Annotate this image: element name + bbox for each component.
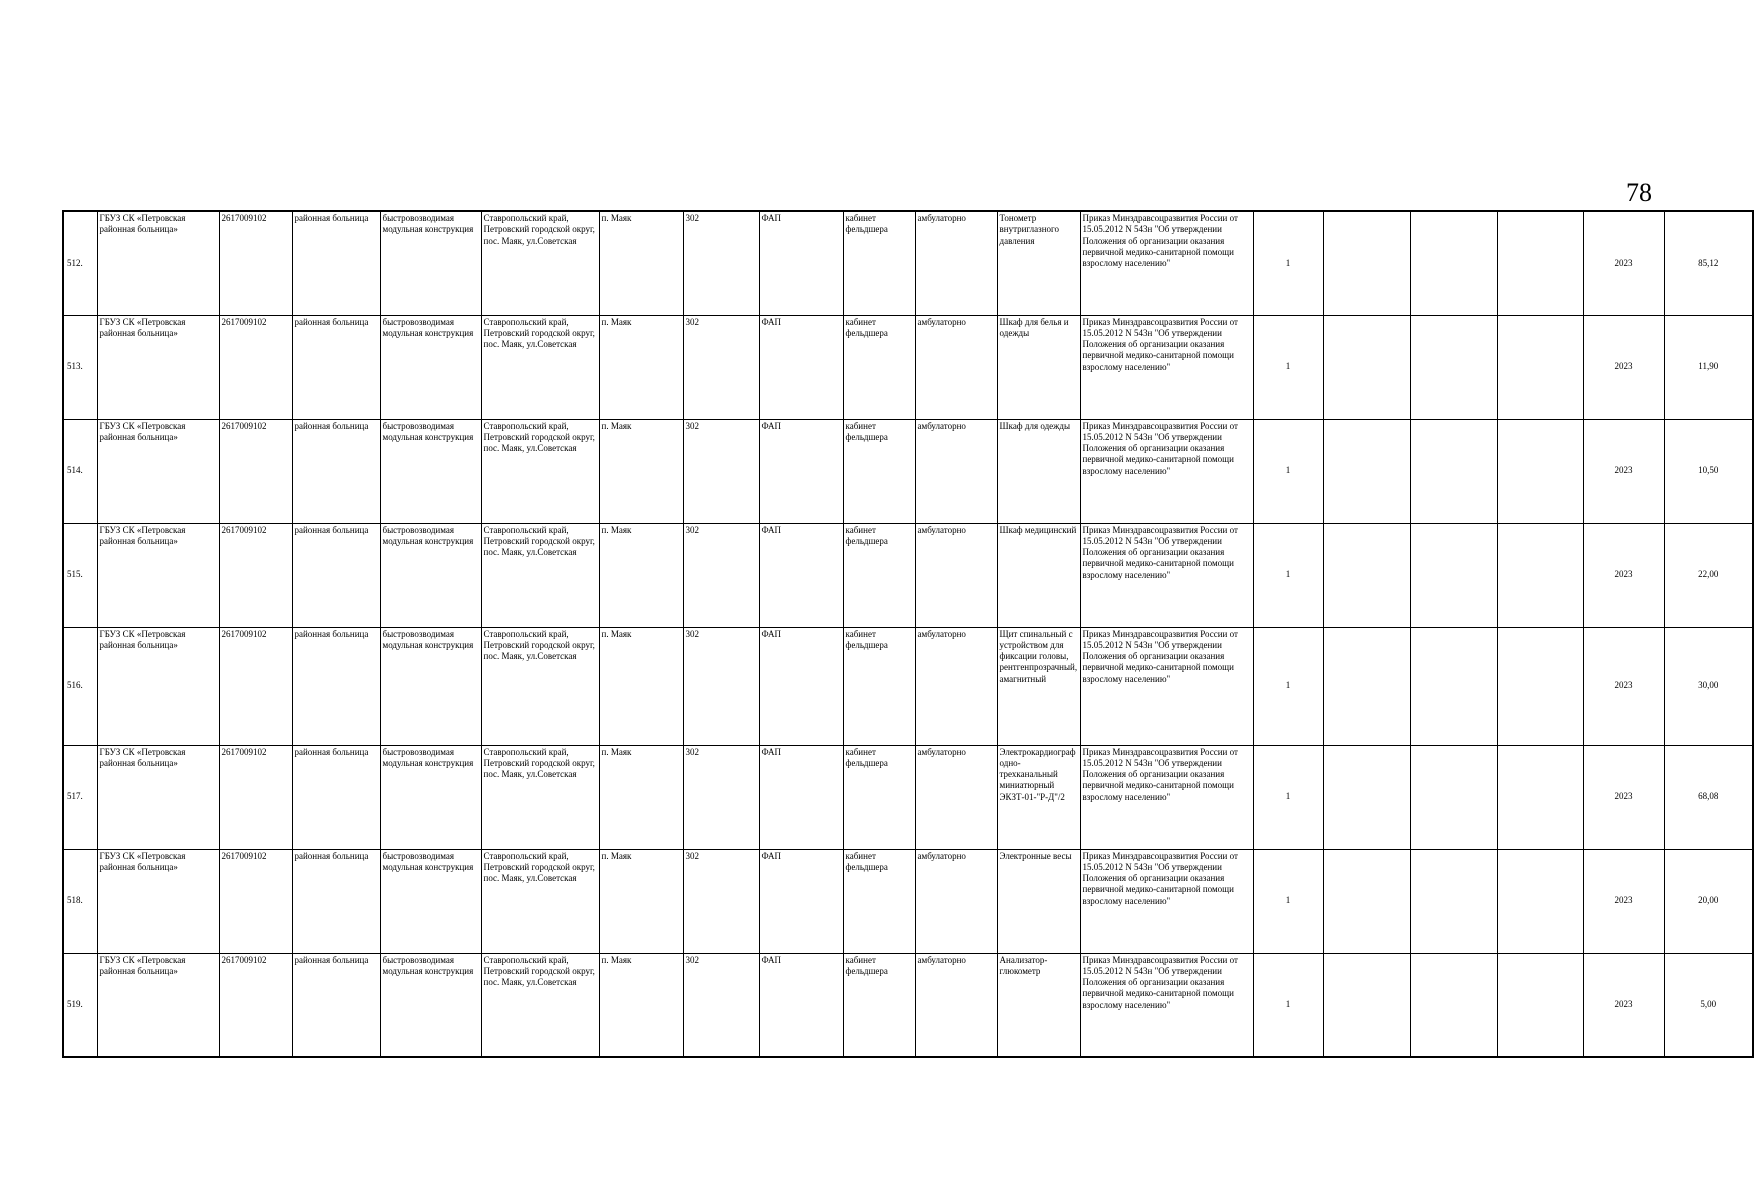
unit-cell: ФАП: [759, 315, 843, 419]
regulation-cell: Приказ Минздравсоцразвития России от 15.05.2012 N 543н "Об утверждении Положения об организации оказания первичной медико-санитарной помощи взрослому населению": [1080, 523, 1253, 627]
room-cell: кабинет фельдшера: [843, 523, 915, 627]
care-mode-cell: амбулаторно: [915, 849, 997, 953]
row-number: 517.: [63, 745, 97, 849]
room-cell: кабинет фельдшера: [843, 315, 915, 419]
equipment-name-cell: Электронные весы: [997, 849, 1080, 953]
quantity-cell: 1: [1253, 627, 1323, 745]
inn-cell: 2617009102: [219, 523, 292, 627]
cost-cell: 30,00: [1664, 627, 1753, 745]
quantity-cell: 1: [1253, 315, 1323, 419]
year-cell: 2023: [1583, 953, 1664, 1057]
settlement-cell: п. Маяк: [599, 315, 683, 419]
empty-cell-2: [1410, 953, 1497, 1057]
regulation-cell: Приказ Минздравсоцразвития России от 15.05.2012 N 543н "Об утверждении Положения об организации оказания первичной медико-санитарной помощи взрослому населению": [1080, 627, 1253, 745]
code-cell: 302: [683, 953, 759, 1057]
room-cell: кабинет фельдшера: [843, 211, 915, 315]
empty-cell-2: [1410, 419, 1497, 523]
care-mode-cell: амбулаторно: [915, 211, 997, 315]
table-row: [63, 315, 1753, 419]
empty-cell-1: [1323, 523, 1410, 627]
address-cell: Ставропольский край, Петровский городской округ, пос. Маяк, ул.Советская: [481, 523, 599, 627]
equipment-name-cell: Шкаф для одежды: [997, 419, 1080, 523]
empty-cell-2: [1410, 627, 1497, 745]
code-cell: 302: [683, 419, 759, 523]
building-type-cell: быстровозводимая модульная конструкция: [380, 211, 481, 315]
empty-cell-3: [1497, 627, 1583, 745]
year-cell: 2023: [1583, 211, 1664, 315]
table-row: [63, 849, 1753, 953]
cost-cell: 85,12: [1664, 211, 1753, 315]
code-cell: 302: [683, 211, 759, 315]
organization-cell: ГБУЗ СК «Петровская районная больница»: [97, 745, 219, 849]
row-number: 512.: [63, 211, 97, 315]
institution-type-cell: районная больница: [292, 953, 380, 1057]
row-number: 518.: [63, 849, 97, 953]
code-cell: 302: [683, 627, 759, 745]
row-number: 519.: [63, 953, 97, 1057]
equipment-name-cell: Тонометр внутриглазного давления: [997, 211, 1080, 315]
organization-cell: ГБУЗ СК «Петровская районная больница»: [97, 419, 219, 523]
building-type-cell: быстровозводимая модульная конструкция: [380, 953, 481, 1057]
cost-cell: 20,00: [1664, 849, 1753, 953]
address-cell: Ставропольский край, Петровский городской округ, пос. Маяк, ул.Советская: [481, 627, 599, 745]
year-cell: 2023: [1583, 627, 1664, 745]
institution-type-cell: районная больница: [292, 419, 380, 523]
institution-type-cell: районная больница: [292, 315, 380, 419]
cost-cell: 10,50: [1664, 419, 1753, 523]
row-number: 513.: [63, 315, 97, 419]
quantity-cell: 1: [1253, 745, 1323, 849]
table-row: [63, 627, 1753, 745]
institution-type-cell: районная больница: [292, 211, 380, 315]
settlement-cell: п. Маяк: [599, 211, 683, 315]
building-type-cell: быстровозводимая модульная конструкция: [380, 627, 481, 745]
empty-cell-2: [1410, 315, 1497, 419]
table-row: [63, 211, 1753, 315]
address-cell: Ставропольский край, Петровский городской округ, пос. Маяк, ул.Советская: [481, 953, 599, 1057]
quantity-cell: 1: [1253, 523, 1323, 627]
address-cell: Ставропольский край, Петровский городской округ, пос. Маяк, ул.Советская: [481, 849, 599, 953]
care-mode-cell: амбулаторно: [915, 627, 997, 745]
row-number: 514.: [63, 419, 97, 523]
cost-cell: 11,90: [1664, 315, 1753, 419]
settlement-cell: п. Маяк: [599, 745, 683, 849]
organization-cell: ГБУЗ СК «Петровская районная больница»: [97, 315, 219, 419]
year-cell: 2023: [1583, 523, 1664, 627]
equipment-table: [62, 210, 1754, 1058]
empty-cell-3: [1497, 953, 1583, 1057]
year-cell: 2023: [1583, 315, 1664, 419]
inn-cell: 2617009102: [219, 849, 292, 953]
regulation-cell: Приказ Минздравсоцразвития России от 15.05.2012 N 543н "Об утверждении Положения об организации оказания первичной медико-санитарной помощи взрослому населению": [1080, 315, 1253, 419]
inn-cell: 2617009102: [219, 315, 292, 419]
table-body: [63, 211, 1753, 1057]
table-row: [63, 523, 1753, 627]
care-mode-cell: амбулаторно: [915, 745, 997, 849]
cost-cell: 22,00: [1664, 523, 1753, 627]
code-cell: 302: [683, 315, 759, 419]
organization-cell: ГБУЗ СК «Петровская районная больница»: [97, 849, 219, 953]
room-cell: кабинет фельдшера: [843, 627, 915, 745]
settlement-cell: п. Маяк: [599, 953, 683, 1057]
quantity-cell: 1: [1253, 211, 1323, 315]
building-type-cell: быстровозводимая модульная конструкция: [380, 523, 481, 627]
table-row: [63, 953, 1753, 1057]
care-mode-cell: амбулаторно: [915, 953, 997, 1057]
regulation-cell: Приказ Минздравсоцразвития России от 15.05.2012 N 543н "Об утверждении Положения об организации оказания первичной медико-санитарной помощи взрослому населению": [1080, 419, 1253, 523]
inn-cell: 2617009102: [219, 627, 292, 745]
organization-cell: ГБУЗ СК «Петровская районная больница»: [97, 627, 219, 745]
equipment-name-cell: Анализатор-глюкометр: [997, 953, 1080, 1057]
empty-cell-2: [1410, 745, 1497, 849]
row-number: 515.: [63, 523, 97, 627]
settlement-cell: п. Маяк: [599, 849, 683, 953]
inn-cell: 2617009102: [219, 211, 292, 315]
unit-cell: ФАП: [759, 211, 843, 315]
empty-cell-2: [1410, 849, 1497, 953]
year-cell: 2023: [1583, 745, 1664, 849]
regulation-cell: Приказ Минздравсоцразвития России от 15.05.2012 N 543н "Об утверждении Положения об организации оказания первичной медико-санитарной помощи взрослому населению": [1080, 953, 1253, 1057]
settlement-cell: п. Маяк: [599, 419, 683, 523]
empty-cell-1: [1323, 315, 1410, 419]
building-type-cell: быстровозводимая модульная конструкция: [380, 419, 481, 523]
institution-type-cell: районная больница: [292, 523, 380, 627]
empty-cell-3: [1497, 419, 1583, 523]
cost-cell: 5,00: [1664, 953, 1753, 1057]
empty-cell-3: [1497, 849, 1583, 953]
institution-type-cell: районная больница: [292, 627, 380, 745]
building-type-cell: быстровозводимая модульная конструкция: [380, 849, 481, 953]
room-cell: кабинет фельдшера: [843, 849, 915, 953]
regulation-cell: Приказ Минздравсоцразвития России от 15.05.2012 N 543н "Об утверждении Положения об организации оказания первичной медико-санитарной помощи взрослому населению": [1080, 211, 1253, 315]
regulation-cell: Приказ Минздравсоцразвития России от 15.05.2012 N 543н "Об утверждении Положения об организации оказания первичной медико-санитарной помощи взрослому населению": [1080, 849, 1253, 953]
equipment-name-cell: Шкаф медицинский: [997, 523, 1080, 627]
inn-cell: 2617009102: [219, 745, 292, 849]
empty-cell-3: [1497, 315, 1583, 419]
empty-cell-1: [1323, 627, 1410, 745]
empty-cell-1: [1323, 419, 1410, 523]
address-cell: Ставропольский край, Петровский городской округ, пос. Маяк, ул.Советская: [481, 419, 599, 523]
cost-cell: 68,08: [1664, 745, 1753, 849]
quantity-cell: 1: [1253, 419, 1323, 523]
organization-cell: ГБУЗ СК «Петровская районная больница»: [97, 523, 219, 627]
room-cell: кабинет фельдшера: [843, 419, 915, 523]
year-cell: 2023: [1583, 419, 1664, 523]
unit-cell: ФАП: [759, 849, 843, 953]
page-number: 78: [1626, 178, 1652, 207]
empty-cell-3: [1497, 745, 1583, 849]
code-cell: 302: [683, 523, 759, 627]
building-type-cell: быстровозводимая модульная конструкция: [380, 745, 481, 849]
unit-cell: ФАП: [759, 953, 843, 1057]
empty-cell-2: [1410, 211, 1497, 315]
care-mode-cell: амбулаторно: [915, 523, 997, 627]
code-cell: 302: [683, 745, 759, 849]
inn-cell: 2617009102: [219, 419, 292, 523]
building-type-cell: быстровозводимая модульная конструкция: [380, 315, 481, 419]
empty-cell-2: [1410, 523, 1497, 627]
organization-cell: ГБУЗ СК «Петровская районная больница»: [97, 211, 219, 315]
inn-cell: 2617009102: [219, 953, 292, 1057]
care-mode-cell: амбулаторно: [915, 315, 997, 419]
row-number: 516.: [63, 627, 97, 745]
unit-cell: ФАП: [759, 523, 843, 627]
room-cell: кабинет фельдшера: [843, 953, 915, 1057]
regulation-cell: Приказ Минздравсоцразвития России от 15.05.2012 N 543н "Об утверждении Положения об организации оказания первичной медико-санитарной помощи взрослому населению": [1080, 745, 1253, 849]
empty-cell-1: [1323, 953, 1410, 1057]
address-cell: Ставропольский край, Петровский городской округ, пос. Маяк, ул.Советская: [481, 745, 599, 849]
empty-cell-1: [1323, 745, 1410, 849]
equipment-name-cell: Щит спинальный с устройством для фиксации головы, рентгенпрозрачный, амагнитный: [997, 627, 1080, 745]
unit-cell: ФАП: [759, 745, 843, 849]
table-row: [63, 419, 1753, 523]
empty-cell-1: [1323, 849, 1410, 953]
unit-cell: ФАП: [759, 627, 843, 745]
organization-cell: ГБУЗ СК «Петровская районная больница»: [97, 953, 219, 1057]
institution-type-cell: районная больница: [292, 745, 380, 849]
address-cell: Ставропольский край, Петровский городской округ, пос. Маяк, ул.Советская: [481, 211, 599, 315]
quantity-cell: 1: [1253, 953, 1323, 1057]
empty-cell-1: [1323, 211, 1410, 315]
equipment-name-cell: Шкаф для белья и одежды: [997, 315, 1080, 419]
settlement-cell: п. Маяк: [599, 627, 683, 745]
empty-cell-3: [1497, 523, 1583, 627]
year-cell: 2023: [1583, 849, 1664, 953]
institution-type-cell: районная больница: [292, 849, 380, 953]
settlement-cell: п. Маяк: [599, 523, 683, 627]
room-cell: кабинет фельдшера: [843, 745, 915, 849]
quantity-cell: 1: [1253, 849, 1323, 953]
empty-cell-3: [1497, 211, 1583, 315]
code-cell: 302: [683, 849, 759, 953]
equipment-name-cell: Электрокардиограф одно-трехканальный миниатюрный ЭКЗТ-01-"Р-Д"/2: [997, 745, 1080, 849]
unit-cell: ФАП: [759, 419, 843, 523]
table-row: [63, 745, 1753, 849]
care-mode-cell: амбулаторно: [915, 419, 997, 523]
address-cell: Ставропольский край, Петровский городской округ, пос. Маяк, ул.Советская: [481, 315, 599, 419]
